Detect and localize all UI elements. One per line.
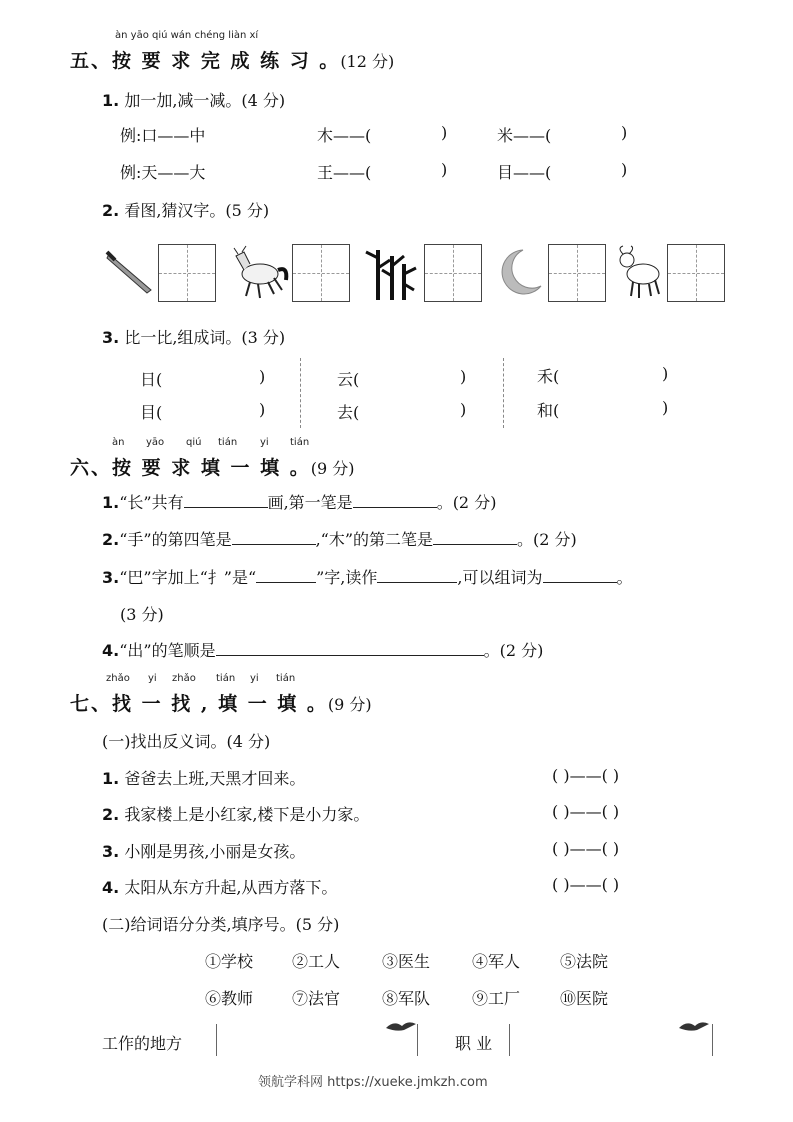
section5-pinyin: àn yāo qiú wán chéng liàn xí (115, 30, 259, 41)
q-text: ,“木”的第二笔是 (315, 530, 434, 549)
antonym-item-1 (102, 766, 305, 789)
q-number: 3. (102, 842, 120, 861)
paren-close: ) (259, 367, 266, 386)
s5-q2 (102, 198, 269, 221)
word-option: ①学校 (205, 952, 254, 971)
word-option: ⑩医院 (560, 989, 609, 1008)
s6-q2 (102, 527, 577, 550)
word-blank-he1[interactable]: 禾( (537, 367, 560, 386)
section6-title-text: 六、按 要 求 填 一 填 。 (70, 457, 311, 479)
s6-q1 (102, 490, 496, 513)
word-option: ⑥教师 (205, 989, 254, 1008)
example-row2: 例:天——大 (120, 163, 206, 182)
paren-close: ) (259, 400, 266, 419)
antonym-pair-blank[interactable]: ( )——( ) (552, 802, 620, 821)
antonym-pair-blank[interactable]: ( )——( ) (552, 766, 620, 785)
q-text: 加一加,减一减。(4 分) (124, 91, 286, 110)
word-blank-yun[interactable]: 云( (337, 370, 360, 389)
fill-blank[interactable] (232, 530, 316, 545)
tian-grid-3[interactable] (424, 244, 482, 302)
word-option: ③医生 (382, 952, 431, 971)
fill-blank[interactable] (184, 493, 268, 508)
q-text: “长”共有 (119, 493, 184, 512)
antonym-pair-blank[interactable]: ( )——( ) (552, 839, 620, 858)
fill-blank[interactable] (256, 568, 316, 583)
s6-pinyin-3: qiú (186, 437, 202, 448)
word-option: ④军人 (472, 952, 521, 971)
fill-blank[interactable] (216, 641, 484, 656)
word-option: ⑨工厂 (472, 989, 521, 1008)
q-text: 我家楼上是小红家,楼下是小力家。 (124, 805, 370, 824)
q-number: 1. (102, 91, 120, 110)
paren-close: ) (662, 398, 669, 417)
s6-pinyin-6: tián (290, 437, 310, 448)
s6-q4 (102, 638, 543, 661)
category-workplace-label: 工作的地方 (102, 1034, 183, 1053)
s5-q3 (102, 325, 285, 348)
answer-blank-wang[interactable]: 王——( (317, 163, 372, 182)
word-blank-ri[interactable]: 日( (140, 370, 163, 389)
paren-close: ) (662, 364, 669, 383)
bird-decoration (384, 1018, 418, 1034)
section5-title-text: 五、按 要 求 完 成 练 习 。 (70, 50, 341, 72)
q-number: 2. (102, 201, 120, 220)
s6-pinyin-1: àn (112, 437, 125, 448)
section7-title (70, 689, 372, 716)
word-blank-qu[interactable]: 去( (337, 403, 360, 422)
word-option: ⑧军队 (382, 989, 431, 1008)
word-blank-mu[interactable]: 目( (140, 403, 163, 422)
s7-pinyin-3: zhǎo (172, 673, 196, 684)
fill-blank[interactable] (377, 568, 457, 583)
word-option: ②工人 (292, 952, 341, 971)
section6-score: (9 分) (310, 459, 355, 478)
paren-close: ) (621, 123, 628, 142)
s6-pinyin-2: yāo (146, 437, 165, 448)
moon-picture (493, 246, 545, 298)
q-text: 看图,猜汉字。(5 分) (124, 201, 270, 220)
q-number: 1. (102, 769, 120, 788)
word-blank-he2[interactable]: 和( (537, 401, 560, 420)
q-text: 爸爸去上班,天黑才回来。 (124, 769, 306, 788)
fill-blank[interactable] (353, 493, 437, 508)
fill-blank[interactable] (433, 530, 517, 545)
q-text: 。(2 分) (436, 493, 497, 512)
s6-q3 (102, 565, 633, 588)
q-text: 小刚是男孩,小丽是女孩。 (124, 842, 306, 861)
answer-blank-mi[interactable]: 米——( (497, 126, 552, 145)
s7-pinyin-5: yi (250, 673, 259, 684)
paren-close: ) (621, 160, 628, 179)
antonym-item-3 (102, 839, 305, 862)
tian-grid-1[interactable] (158, 244, 216, 302)
category-profession-label: 职 业 (455, 1034, 493, 1053)
horse-picture (228, 244, 290, 302)
tian-grid-2[interactable] (292, 244, 350, 302)
section6-title (70, 453, 354, 480)
part2-title: (二)给词语分分类,填序号。(5 分) (102, 915, 340, 934)
paren-close: ) (460, 367, 467, 386)
q-text: 。(2 分) (517, 530, 577, 549)
s7-pinyin-6: tián (276, 673, 296, 684)
q-number: 3. (102, 568, 120, 587)
tian-grid-5[interactable] (667, 244, 725, 302)
column-divider (503, 358, 504, 428)
fill-blank[interactable] (543, 568, 617, 583)
section7-title-text: 七、找 一 找 , 填 一 填 。 (70, 693, 328, 715)
q-text: 。(2 分) (483, 641, 544, 660)
bamboo-picture (362, 246, 420, 302)
antonym-pair-blank[interactable]: ( )——( ) (552, 875, 620, 894)
section5-score: (12 分) (340, 52, 395, 71)
example-row1: 例:口——中 (120, 126, 206, 145)
paren-close: ) (441, 123, 448, 142)
q-text: ,可以组词为 (457, 568, 543, 587)
knife-picture (105, 248, 157, 296)
footer-watermark: 领航学科网 https://xueke.jmkzh.com (258, 1075, 488, 1090)
q-text: ”字,读作 (316, 568, 378, 587)
s6-pinyin-5: yi (260, 437, 269, 448)
q-text: 。 (616, 568, 633, 587)
s6-pinyin-4: tián (218, 437, 238, 448)
section7-score: (9 分) (327, 695, 372, 714)
q-text: “手”的第四笔是 (119, 530, 232, 549)
bird-decoration (677, 1018, 711, 1034)
s7-pinyin-1: zhǎo (106, 673, 130, 684)
antonym-item-2 (102, 802, 369, 825)
q-number: 2. (102, 530, 120, 549)
s7-pinyin-2: yi (148, 673, 157, 684)
q-number: 4. (102, 641, 120, 660)
q-text: “巴”字加上“扌”是“ (119, 568, 257, 587)
answer-blank-mu2[interactable]: 目——( (497, 163, 552, 182)
s7-pinyin-4: tián (216, 673, 236, 684)
paren-close: ) (460, 400, 467, 419)
s5-q1 (102, 88, 285, 111)
q-text: 画,第一笔是 (267, 493, 353, 512)
q-text: 太阳从东方升起,从西方落下。 (124, 878, 338, 897)
section5-title (70, 46, 394, 73)
q-number: 4. (102, 878, 120, 897)
antonym-item-4 (102, 875, 337, 898)
q-number: 1. (102, 493, 120, 512)
word-option: ⑤法院 (560, 952, 609, 971)
q-number: 3. (102, 328, 120, 347)
q-text: 比一比,组成词。(3 分) (124, 328, 286, 347)
q-number: 2. (102, 805, 120, 824)
q3-score: (3 分) (120, 605, 164, 624)
sheep-picture (613, 244, 665, 300)
q-text: “出”的笔顺是 (119, 641, 216, 660)
part1-title: (一)找出反义词。(4 分) (102, 732, 271, 751)
word-option: ⑦法官 (292, 989, 341, 1008)
column-divider (300, 358, 301, 428)
answer-blank-mu[interactable]: 木——( (317, 126, 372, 145)
tian-grid-4[interactable] (548, 244, 606, 302)
paren-close: ) (441, 160, 448, 179)
